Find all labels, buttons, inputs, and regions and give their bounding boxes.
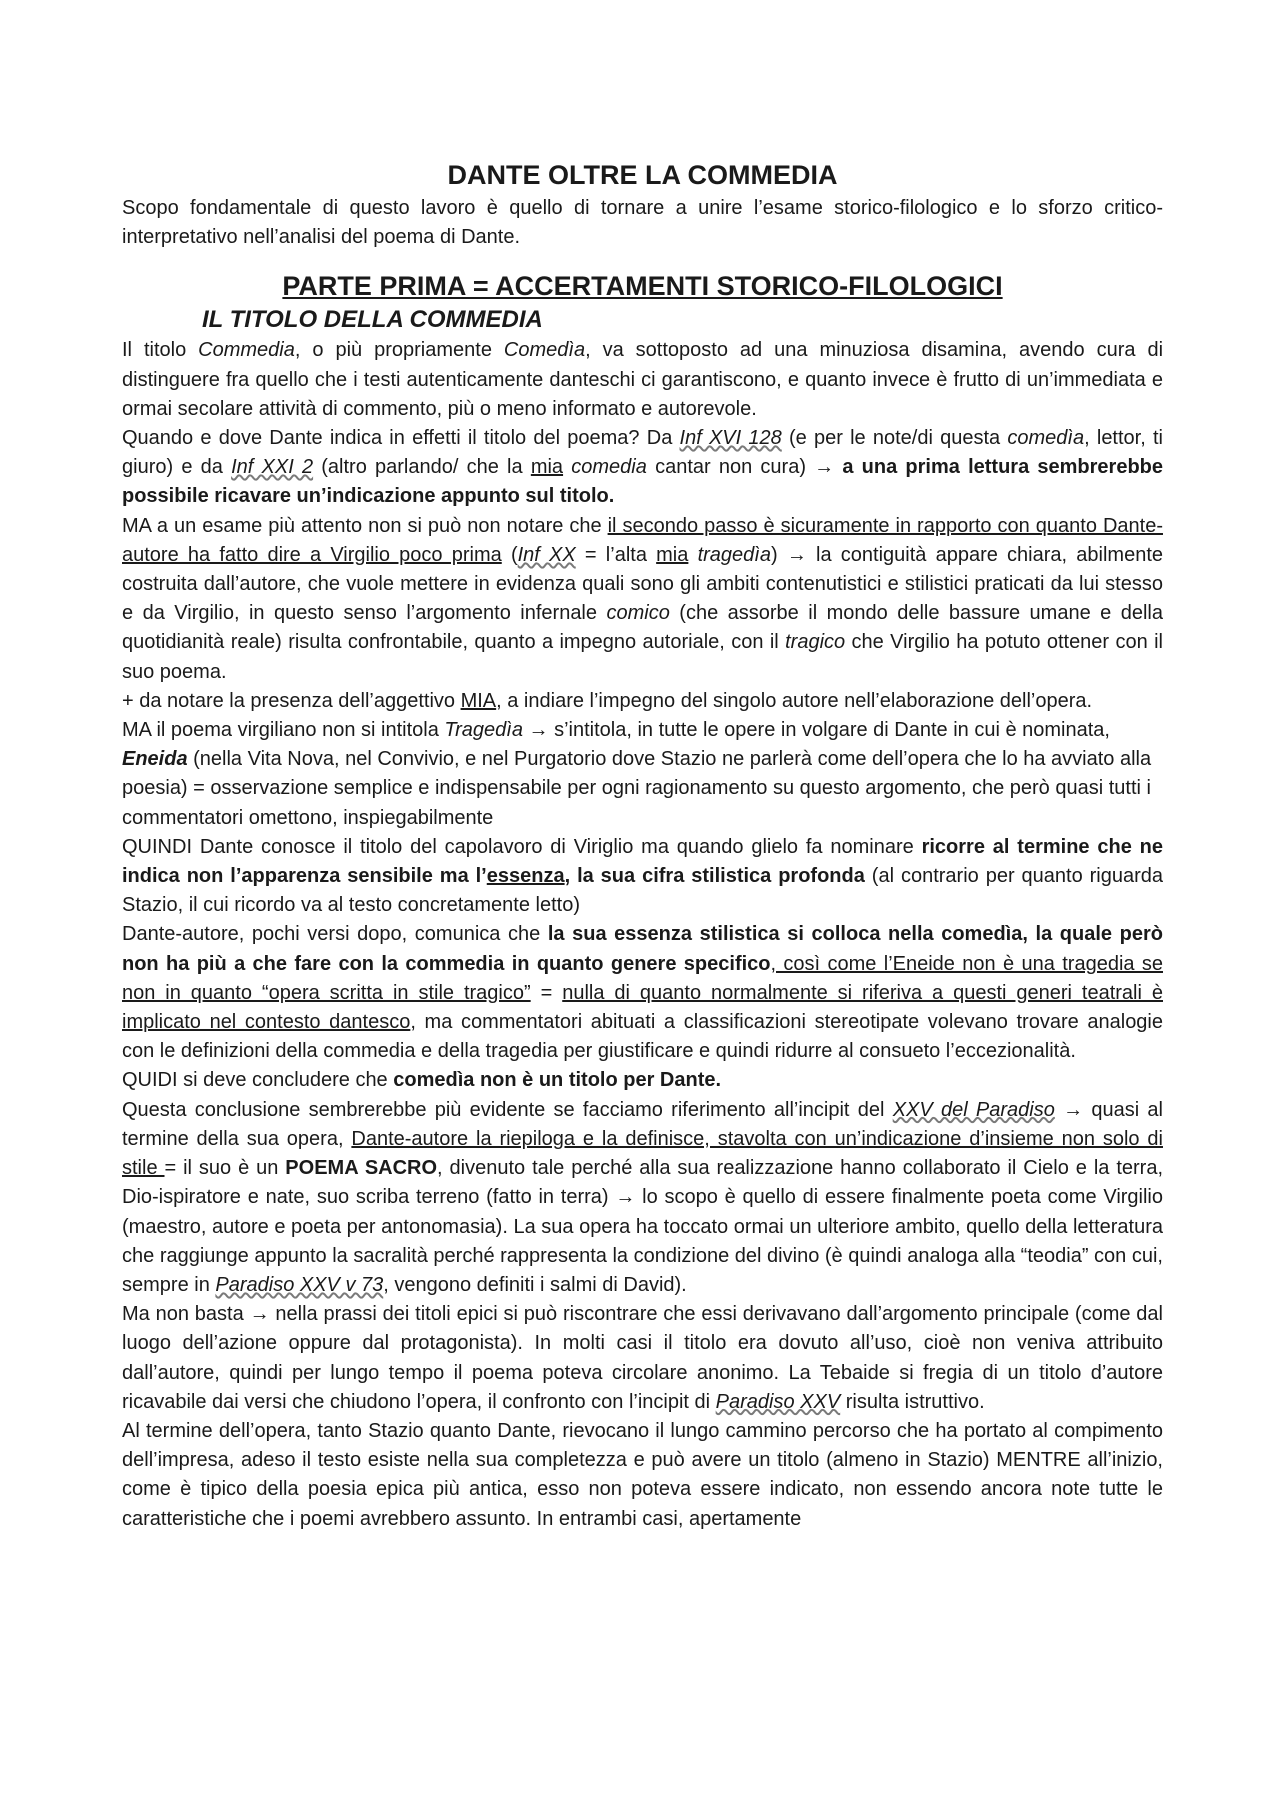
text: mia	[530, 456, 564, 479]
text: tragedìa	[697, 543, 771, 566]
document-page	[122, 158, 1163, 1534]
text: → s’intitola, in tutte le opere in volgare di Dante in cui è nominata,	[522, 719, 1110, 742]
text: MA il poema virgiliano non si intitola	[122, 719, 445, 742]
text: ricorre al termine che ne indica non l’apparenza sensibile ma l’	[122, 835, 1163, 888]
paragraph-5	[122, 716, 1163, 833]
paragraph-9	[122, 1096, 1163, 1300]
citation: Paradiso XXV v 73	[215, 1273, 384, 1296]
text: , così come l’Eneide non è una tragedia se non in quanto “opera scritta in stile tragico”	[122, 952, 1163, 1004]
paragraph-2	[122, 424, 1163, 512]
text: , o più propriamente	[294, 339, 504, 362]
text: comedia	[571, 456, 647, 479]
text: MIA	[460, 689, 497, 712]
text: Questa conclusione sembrerebbe più evidente se facciamo riferimento all’incipit del	[122, 1098, 893, 1121]
text: Il titolo	[122, 339, 199, 362]
paragraph-4	[122, 687, 1163, 716]
citation: Paradiso XXV	[715, 1390, 841, 1413]
text: + da notare la presenza dell’aggettivo	[122, 689, 461, 712]
text: essenza	[486, 865, 565, 888]
text: Tragedìa	[444, 719, 523, 742]
text: → quasi al termine della sua opera,	[122, 1098, 1163, 1150]
text: comedìa	[1007, 427, 1085, 450]
text: = il suo è un	[164, 1157, 286, 1180]
text: POEMA SACRO	[285, 1157, 438, 1180]
document-title: DANTE OLTRE LA COMMEDIA	[447, 160, 838, 190]
text: (al contrario per quanto riguarda Stazio, il cui ricordo va al testo concretamente letto)	[122, 865, 1164, 917]
text: (che assorbe il mondo delle bassure umane e della quotidianità reale) risulta confrontabile, quanto a impegno autoriale, con il	[122, 602, 1163, 654]
text: = l’alta	[575, 543, 657, 566]
text: risulta istruttivo.	[840, 1390, 985, 1413]
text: , lettor, ti giuro) e da	[122, 427, 1163, 479]
text: tragico	[785, 631, 846, 654]
text: ) → la contiguità appare chiara, abilmente costruita dall’autore, che vuole mettere in evidenza quali sono gli ambiti contenutistici e stilistici praticati da lui stesso e da Virgilio, in questo senso l’argomento infernale	[122, 543, 1164, 625]
text	[688, 544, 697, 566]
paragraph-10	[122, 1300, 1163, 1417]
text: Ma non basta → nella prassi dei titoli epici si può riscontrare che essi derivavano dall’argomento principale (come dal luogo dell’azione oppure dal protagonista). In molti casi il titolo era dovuto all’uso, cioè non veniva attribuito dall’autore, quindi per lungo tempo il poema poteva circolare anonimo. La Tebaide si fregia di un titolo d’autore ricavabile dai versi che chiudono l’opera, il confronto con l’incipit di	[122, 1303, 1163, 1413]
citation: Inf XXI 2	[231, 456, 314, 479]
text: comedìa non è un titolo per Dante.	[393, 1069, 722, 1092]
paragraph-6	[122, 833, 1163, 921]
text: , va sottoposto ad una minuziosa disamina, avendo cura di distinguere fra quello che i testi autenticamente danteschi ci garantiscono, e quanto invece è frutto di un’immediata e ormai secolare attività di commento, più o meno informato e autorevole.	[122, 339, 1164, 420]
text: , a indiare l’impegno del singolo autore nell’elaborazione dell’opera.	[496, 689, 1093, 712]
text: Eneida	[122, 748, 188, 771]
paragraph-7	[122, 920, 1163, 1066]
part-title: PARTE PRIMA = ACCERTAMENTI STORICO-FILOLOGICI	[282, 271, 1003, 302]
text: , vengono definiti i salmi di David).	[383, 1273, 687, 1296]
text: Comedìa	[503, 339, 586, 362]
text: (e per le note/di questa	[781, 427, 1008, 450]
text: Dante-autore la riepiloga e la definisce, stavolta con un’indicazione d’insieme non solo di stile	[122, 1127, 1163, 1180]
text: cantar non cura) →	[646, 456, 843, 479]
paragraph-3	[122, 512, 1163, 687]
text: Commedia	[198, 339, 295, 362]
text: (altro parlando/ che la	[313, 456, 531, 479]
text: (	[501, 543, 518, 566]
citation: XXV del Paradiso	[892, 1098, 1055, 1121]
citation: Inf XVI 128	[679, 427, 782, 450]
section-title: IL TITOLO DELLA COMMEDIA	[202, 306, 543, 334]
text: MA a un esame più attento non si può non notare che	[122, 514, 608, 537]
text: a una prima lettura sembrerebbe possibile ricavare un’indicazione appunto sul titolo.	[122, 456, 1164, 508]
paragraph-11: Al termine dell’opera, tanto Stazio quanto Dante, rievocano il lungo cammino percorso che ha portato al compimento dell’impresa, adeso il testo esiste nella sua completezza e può avere un titolo (almeno in Stazio) MENTRE all’inizio, come è tipico della poesia epica più antica, esso non poteva essere indicato, non essendo ancora note tutte le caratteristiche che i poemi avrebbero assunto. In entrambi casi, apertamente	[122, 1419, 1163, 1530]
text: che Virgilio ha potuto ottener con il suo poema.	[122, 631, 1163, 683]
text: , ma commentatori abituati a classificazioni stereotipate volevano trovare analogie con le definizioni della commedia e della tragedia per giustificare e quindi ridurre al consueto l’eccezionalità.	[122, 1011, 1163, 1063]
text: comico	[606, 602, 670, 625]
text: il secondo passo è sicuramente in rapporto con quanto Dante-autore ha fatto dire a Virgilio poco prima	[122, 514, 1163, 566]
text: , la sua cifra stilistica profonda	[564, 865, 865, 888]
text: Dante-autore, pochi versi dopo, comunica che	[122, 923, 548, 946]
text: (nella Vita Nova, nel Convivio, e nel Purgatorio dove Stazio ne parlerà come dell’opera che lo ha avviato alla poesia) = osservazione semplice e indispensabile per ogni ragionamento su questo argomento, che però quasi tutti i commentatori omettono, inspiegabilmente	[122, 748, 1152, 829]
text: =	[530, 981, 563, 1004]
text: Quando e dove Dante indica in effetti il titolo del poema? Da	[122, 427, 680, 450]
paragraph-8	[122, 1066, 1163, 1095]
text: QUIDI si deve concludere che	[122, 1069, 394, 1092]
citation: Inf XX	[517, 543, 576, 566]
text: nulla di quanto normalmente si riferiva a questi generi teatrali è implicato nel contesto dantesco	[122, 981, 1163, 1034]
text: , divenuto tale perché alla sua realizzazione hanno collaborato il Cielo e la terra, Dio-ispiratore e nate, suo scriba terreno (fatto in terra) → lo scopo è quello di essere finalmente poeta come Virgilio (maestro, autore e poeta per antonomasia). La sua opera ha toccato ormai un ulteriore ambito, quello della letteratura che raggiunge appunto la sacralità perché rappresenta la condizione del divino (è quindi analoga alla “teodia” con cui, sempre in	[122, 1157, 1164, 1296]
text: la sua essenza stilistica si colloca nella comedìa, la quale però non ha più a che fare con la commedia in quanto genere specifico	[122, 923, 1163, 975]
intro-paragraph: Scopo fondamentale di questo lavoro è quello di tornare a unire l’esame storico-filologico e lo sforzo critico-interpretativo nell’analisi del poema di Dante.	[122, 197, 1163, 249]
text: mia	[656, 543, 689, 566]
paragraph-1	[122, 336, 1163, 424]
text: QUINDI Dante conosce il titolo del capolavoro di Viriglio ma quando glielo fa nominare	[122, 835, 922, 858]
